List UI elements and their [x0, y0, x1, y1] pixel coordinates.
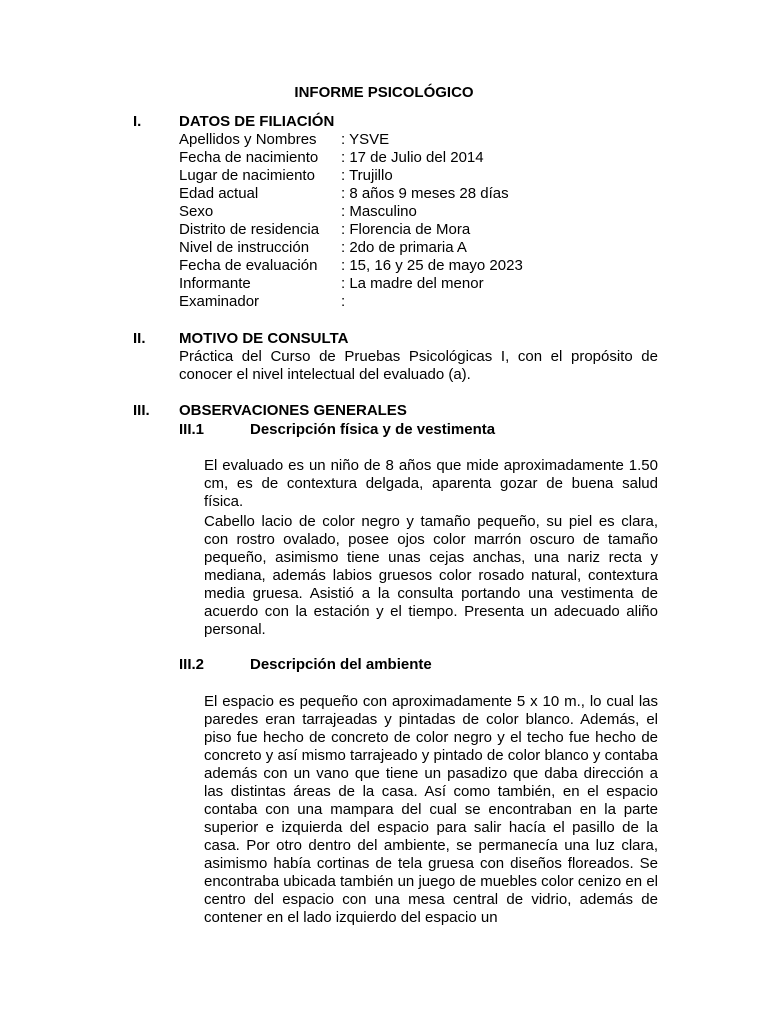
field-value: : 2do de primaria A	[341, 239, 467, 256]
field-row	[179, 131, 523, 149]
physical-description-paragraph-2: Cabello lacio de color negro y tamaño pequeño, su piel es clara, con rostro ovalado, posee ojos color marrón oscuro de tamaño pequeño, asimismo tiene unas cejas anchas, una nariz recta y mediana, además labios gruesos color rosado natural, contextura media gruesa. Asistió a la consulta portando una vestimenta de acuerdo con la estación y el tiempo. Presenta un adecuado aliño personal.	[204, 513, 658, 638]
field-value: : 8 años 9 meses 28 días	[341, 185, 509, 202]
field-value: : Trujillo	[341, 167, 393, 184]
field-value: : La madre del menor	[341, 275, 484, 292]
section-3-title: OBSERVACIONES GENERALES	[179, 402, 407, 419]
section-1-number: I.	[133, 113, 142, 130]
field-label: Nivel de instrucción	[179, 239, 310, 256]
field-row	[179, 239, 523, 257]
field-row	[179, 203, 523, 221]
field-label: Fecha de evaluación	[179, 257, 318, 274]
identification-fields	[179, 131, 523, 311]
subsection-3-1-number: III.1	[179, 421, 205, 438]
section-3-number: III.	[133, 402, 150, 419]
field-row	[179, 293, 523, 311]
field-label: Distrito de residencia	[179, 221, 320, 238]
field-value: :	[341, 293, 346, 310]
field-value: : 15, 16 y 25 de mayo 2023	[341, 257, 523, 274]
section-2-title: MOTIVO DE CONSULTA	[179, 330, 349, 347]
field-value: : Florencia de Mora	[341, 221, 471, 238]
section-1-title: DATOS DE FILIACIÓN	[179, 113, 335, 130]
field-row	[179, 185, 523, 203]
section-2-number: II.	[133, 330, 146, 347]
subsection-3-1-title: Descripción física y de vestimenta	[250, 421, 496, 438]
subsection-3-2-title: Descripción del ambiente	[250, 656, 432, 673]
environment-description-paragraph: El espacio es pequeño con aproximadamente 5 x 10 m., lo cual las paredes eran tarrajeadas y pintadas de color blanco. Además, el piso fue hecho de concreto de color negro y el techo fue hecho de concreto y así mismo tarrajeado y pintado de color blanco y contaba además con un vano que tiene un pasadizo que daba dirección a las distintas áreas de la casa. Así como también, en el espacio contaba con una mampara del cual se encontraban en la parte superior e izquierda del espacio para salir hacía el pasillo de la casa. Por otro dentro del ambiente, se permanecía una luz clara, asimismo había cortinas de tela gruesa con diseños floreados. Se encontraba ubicada también un juego de muebles color cenizo en el centro del espacio con una mesa central de vidrio, además de contener en el lado izquierdo del espacio un	[204, 693, 658, 926]
field-row	[179, 275, 523, 293]
field-value: : Masculino	[341, 203, 417, 220]
field-label: Fecha de nacimiento	[179, 149, 319, 166]
subsection-3-2-number: III.2	[179, 656, 205, 673]
field-label: Apellidos y Nombres	[179, 131, 317, 148]
physical-description-paragraph-1: El evaluado es un niño de 8 años que mide aproximadamente 1.50 cm, es de contextura delgada, aparenta gozar de buena salud física.	[204, 457, 658, 510]
field-row	[179, 167, 523, 185]
field-value: : 17 de Julio del 2014	[341, 149, 484, 166]
field-row	[179, 257, 523, 275]
field-label: Sexo	[179, 203, 214, 220]
document-title: INFORME PSICOLÓGICO	[294, 84, 474, 101]
field-label: Informante	[179, 275, 251, 292]
field-row	[179, 221, 523, 239]
field-label: Examinador	[179, 293, 260, 310]
field-row	[179, 149, 523, 167]
field-label: Lugar de nacimiento	[179, 167, 315, 184]
field-label: Edad actual	[179, 185, 259, 202]
consultation-reason-text: Práctica del Curso de Pruebas Psicológicas I, con el propósito de conocer el nivel intelectual del evaluado (a).	[179, 348, 658, 383]
field-value: : YSVE	[341, 131, 390, 148]
